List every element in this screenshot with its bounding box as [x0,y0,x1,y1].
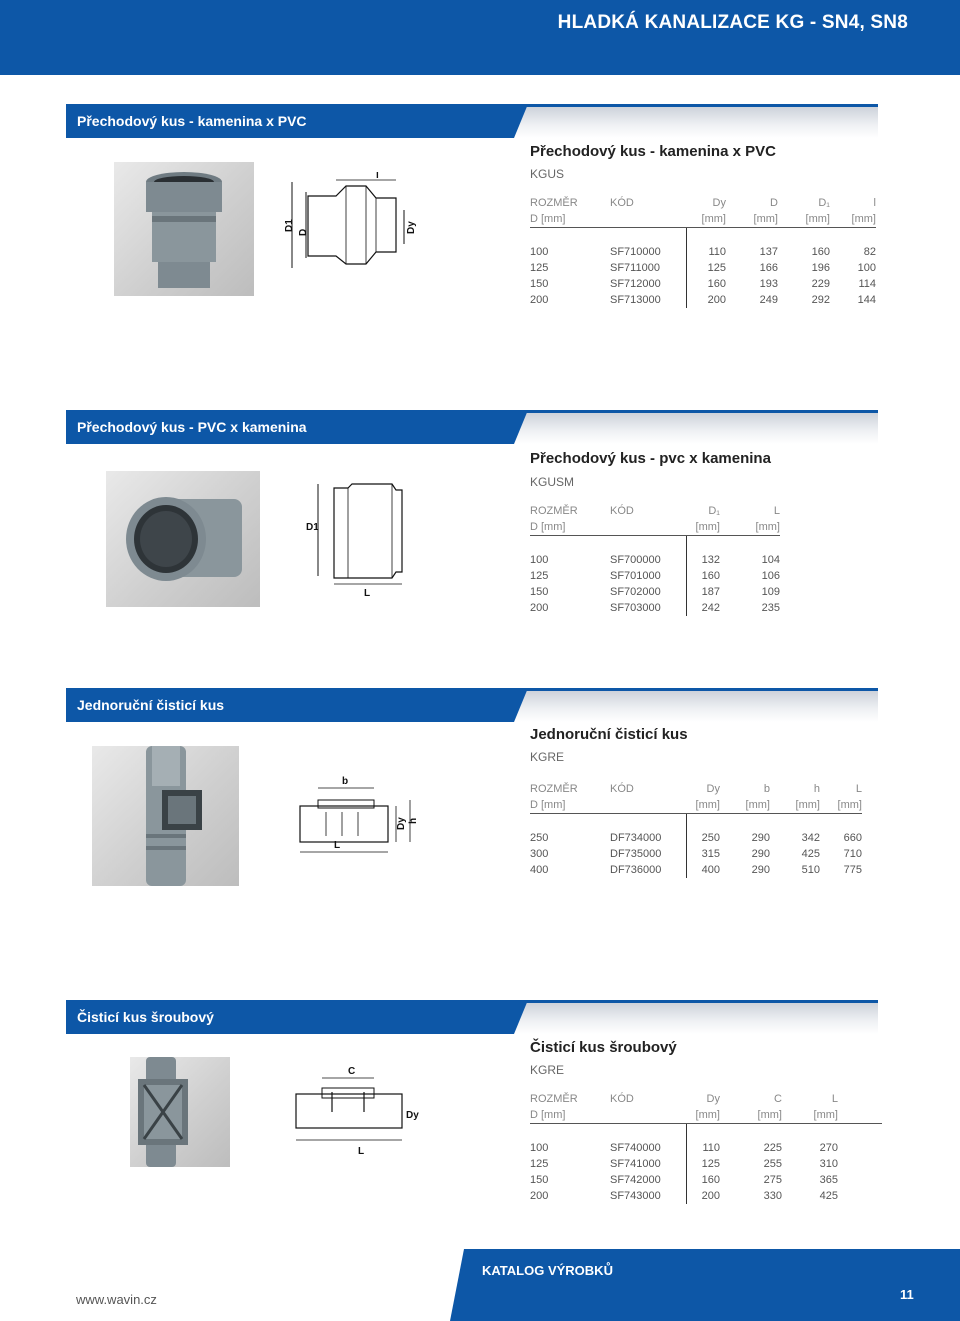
cell: 775 [843,864,862,876]
table-row [530,1140,882,1156]
product-2-title: Přechodový kus - pvc x kamenina [530,450,771,467]
spec-table-2 [530,503,780,616]
unit [610,1107,686,1124]
table-row [530,260,876,276]
cell: 160 [686,276,726,292]
section-2-label: Přechodový kus - PVC x kamenina [77,419,307,435]
cell: 110 [686,244,726,260]
cell: 249 [759,294,778,306]
unit: [mm] [830,211,876,228]
diagram-3-label-L: L [334,840,341,851]
cell: 235 [761,602,780,614]
product-photo-4 [130,1057,230,1167]
unit: [mm] [720,519,780,536]
unit [610,519,686,536]
cell: 425 [819,1190,838,1202]
cell: 275 [763,1174,782,1186]
section-bar-2 [66,410,878,444]
cell: 290 [751,864,770,876]
diagram-1-label-Dy: Dy [406,221,417,234]
unit: [mm] [726,211,778,228]
diagram-4-label-L: L [358,1146,365,1157]
section-1-label: Přechodový kus - kamenina x PVC [77,113,307,129]
cell: SF703000 [610,602,661,614]
table-row [530,600,780,616]
cell: 290 [751,832,770,844]
section-4-label: Čisticí kus šroubový [77,1009,214,1025]
cell: 196 [811,262,830,274]
table-row [530,552,780,568]
th: Dy [712,197,726,209]
unit: [mm] [778,211,830,228]
cell: 166 [759,262,778,274]
spec-table-4 [530,1091,882,1204]
table-row [530,244,876,260]
cell: 137 [759,246,778,258]
th: L [773,505,780,517]
cell: 250 [686,830,720,846]
cell: 229 [811,278,830,290]
cell: 300 [530,848,549,860]
cell: SF741000 [610,1158,661,1170]
cell: 110 [686,1140,720,1156]
product-4-title: Čisticí kus šroubový [530,1039,677,1056]
unit: [mm] [720,797,770,814]
diagram-2-label-D1: D1 [306,522,319,533]
unit: [mm] [686,797,720,814]
cell: 100 [530,246,549,258]
cell: SF743000 [610,1190,661,1202]
cell: 100 [530,554,549,566]
cell: 290 [751,848,770,860]
unit: D [mm] [530,211,610,228]
cell: 109 [761,586,780,598]
footer-url[interactable]: www.wavin.cz [76,1292,157,1307]
cell: 510 [801,864,820,876]
diagram-2-label-L: L [364,588,371,599]
product-1-code: KGUS [530,167,565,181]
th: D₁ [818,197,830,209]
cell: 310 [819,1158,838,1170]
cell: 315 [686,846,720,862]
table-row [530,276,876,292]
th: KÓD [610,505,634,517]
product-1-title: Přechodový kus - kamenina x PVC [530,143,776,160]
table-row [530,1172,882,1188]
cell: SF711000 [610,262,660,274]
table-row [530,568,780,584]
th: ROZMĚR [530,197,578,209]
section-bar-1 [66,104,878,138]
diagram-1 [284,172,424,283]
table-row [530,1188,882,1204]
th: h [813,783,820,795]
cell: 400 [530,864,549,876]
unit: [mm] [770,797,820,814]
cell: 160 [686,568,720,584]
unit [610,797,686,814]
unit: [mm] [820,797,862,814]
cell: 150 [530,1174,549,1186]
cell: 100 [530,1142,549,1154]
cell: 125 [686,260,726,276]
cell: 365 [819,1174,838,1186]
cell: 106 [761,570,780,582]
th: KÓD [610,197,634,209]
cell: 342 [801,832,820,844]
cell: 200 [686,292,726,308]
cell: SF701000 [610,570,661,582]
product-photo-3 [92,746,239,886]
cell: 104 [761,554,780,566]
th: KÓD [610,1093,634,1105]
unit: D [mm] [530,519,610,536]
diagram-3 [296,772,424,863]
product-4-code: KGRE [530,1063,565,1077]
table-row [530,846,862,862]
table-row [530,830,862,846]
th: Dy [706,1093,720,1105]
cell: SF713000 [610,294,661,306]
cell: 144 [857,294,876,306]
cell: 82 [863,246,876,258]
th: Dy [706,783,720,795]
cell: DF736000 [610,864,662,876]
cell: 200 [530,602,549,614]
cell: 193 [759,278,778,290]
diagram-4-label-Dy: Dy [406,1110,419,1121]
cell: 225 [763,1142,782,1154]
page-number: 11 [900,1287,914,1302]
spec-table-1 [530,195,876,308]
footer-bar [464,1249,960,1321]
th: D₁ [708,505,720,517]
th: C [774,1093,782,1105]
cell: 150 [530,586,549,598]
diagram-1-label-D1: D1 [284,219,295,232]
th: ROZMĚR [530,783,578,795]
diagram-4 [292,1062,424,1163]
cell: 200 [686,1188,720,1204]
th: L [855,783,862,795]
cell: 242 [686,600,720,616]
product-3-code: KGRE [530,750,565,764]
unit: [mm] [686,211,726,228]
cell: SF742000 [610,1174,661,1186]
th: L [831,1093,838,1105]
cell: 292 [811,294,830,306]
cell: 114 [858,278,876,290]
diagram-1-label-l: l [376,172,379,181]
cell: 160 [686,1172,720,1188]
unit: D [mm] [530,1107,610,1124]
diagram-2 [300,480,414,605]
product-photo-2 [106,471,260,607]
cell: 200 [530,294,549,306]
cell: 400 [686,862,720,878]
th: ROZMĚR [530,1093,578,1105]
cell: SF710000 [610,246,661,258]
cell: DF734000 [610,832,662,844]
cell: 100 [857,262,876,274]
cell: 710 [843,848,862,860]
th: l [873,197,876,209]
unit: [mm] [686,519,720,536]
cell: SF700000 [610,554,661,566]
cell: 132 [686,552,720,568]
unit: D [mm] [530,797,610,814]
unit [610,211,686,228]
cell: 425 [801,848,820,860]
product-2-code: KGUSM [530,475,575,489]
cell: SF712000 [610,278,661,290]
unit: [mm] [720,1107,782,1124]
page-title: HLADKÁ KANALIZACE KG - SN4, SN8 [557,12,908,33]
cell: 125 [530,1158,549,1170]
cell: 125 [686,1156,720,1172]
cell: 255 [763,1158,782,1170]
th: b [763,783,770,795]
section-bar-3 [66,688,878,722]
diagram-3-label-b: b [342,776,349,787]
cell: 125 [530,570,549,582]
product-photo-1 [114,162,254,296]
page-header [0,0,960,75]
table-row [530,292,876,308]
product-3-title: Jednoruční čisticí kus [530,726,688,743]
table-row [530,584,780,600]
table-row [530,1156,882,1172]
cell: 187 [686,584,720,600]
cell: SF702000 [610,586,661,598]
cell: 125 [530,262,549,274]
diagram-1-label-D: D [298,228,309,236]
cell: 660 [843,832,862,844]
unit: [mm] [686,1107,720,1124]
th: D [770,197,778,209]
spec-table-3 [530,781,862,878]
cell: 270 [819,1142,838,1154]
cell: 330 [763,1190,782,1202]
footer-catalog-label: KATALOG VÝROBKŮ [482,1263,613,1278]
cell: 250 [530,832,549,844]
cell: 200 [530,1190,549,1202]
cell: 150 [530,278,549,290]
cell: 160 [811,246,830,258]
diagram-4-label-C: C [348,1066,356,1077]
section-bar-4 [66,1000,878,1034]
cell: DF735000 [610,848,662,860]
cell: SF740000 [610,1142,661,1154]
unit: [mm] [782,1107,838,1124]
section-3-label: Jednoruční čisticí kus [77,697,225,713]
th: ROZMĚR [530,505,578,517]
table-row [530,862,862,878]
diagram-3-label-Dy: Dy [396,817,407,830]
th: KÓD [610,783,634,795]
diagram-3-label-h: h [408,817,419,824]
